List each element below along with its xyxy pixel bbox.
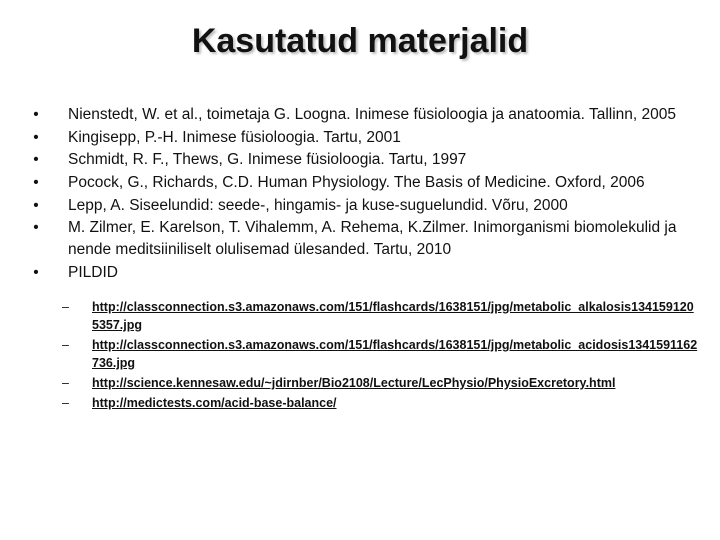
- bullet: •: [33, 196, 39, 214]
- bullet: •: [33, 263, 39, 281]
- reference-item: [30, 172, 698, 194]
- image-link-item: [62, 298, 698, 334]
- reference-text: Schmidt, R. F., Thews, G. Inimese füsioloogia. Tartu, 1997: [68, 151, 467, 169]
- image-link[interactable]: http://medictests.com/acid-base-balance/: [92, 396, 337, 411]
- reference-text: Pocock, G., Richards, C.D. Human Physiology. The Basis of Medicine. Oxford, 2006: [68, 174, 645, 192]
- dash: –: [62, 337, 69, 352]
- bullet: •: [33, 106, 39, 123]
- reference-text: PILDID: [68, 263, 118, 281]
- reference-item: [30, 149, 698, 171]
- reference-text: M. Zilmer, E. Karelson, T. Vihalemm, A. Rehema, K.Zilmer. Inimorganismi biomolekulid ja nende meditsiiniliselt olulisemad ülesanded. Tartu, 2010: [68, 219, 677, 259]
- bullet: •: [33, 151, 39, 169]
- image-link-item: [62, 336, 698, 372]
- dash: –: [62, 376, 69, 390]
- slide-title: Kasutatud materjalid: [191, 22, 529, 60]
- bullet: •: [33, 174, 39, 192]
- reference-text: Kingisepp, P.-H. Inimese füsioloogia. Tartu, 2001: [68, 128, 401, 146]
- reference-text: Nienstedt, W. et al., toimetaja G. Loogna. Inimese füsioloogia ja anatoomia. Tallinn, 2005: [68, 106, 677, 123]
- image-link-list: [62, 298, 698, 413]
- image-link[interactable]: http://classconnection.s3.amazonaws.com/151/flashcards/1638151/jpg/metabolic_acidosis1341591162736.jpg: [92, 337, 698, 370]
- bullet: •: [33, 128, 39, 146]
- image-link[interactable]: http://classconnection.s3.amazonaws.com/151/flashcards/1638151/jpg/metabolic_alkalosis1341591205357.jpg: [92, 299, 694, 332]
- bullet: •: [33, 219, 39, 237]
- image-link-item: [62, 374, 698, 392]
- reference-item: [30, 195, 698, 217]
- image-link[interactable]: http://science.kennesaw.edu/~jdirnber/Bio2108/Lecture/LecPhysio/PhysioExcretory.html: [92, 376, 616, 390]
- reference-text: Lepp, A. Siseelundid: seede-, hingamis- ja kuse-suguelundid. Võru, 2000: [68, 196, 568, 214]
- image-link-item: [62, 394, 698, 412]
- dash: –: [62, 299, 69, 314]
- reference-item: [30, 217, 698, 260]
- reference-item: [30, 104, 698, 126]
- reference-item-pildid: [30, 262, 698, 412]
- reference-list: [30, 104, 698, 414]
- dash: –: [62, 396, 69, 411]
- reference-item: [30, 127, 698, 149]
